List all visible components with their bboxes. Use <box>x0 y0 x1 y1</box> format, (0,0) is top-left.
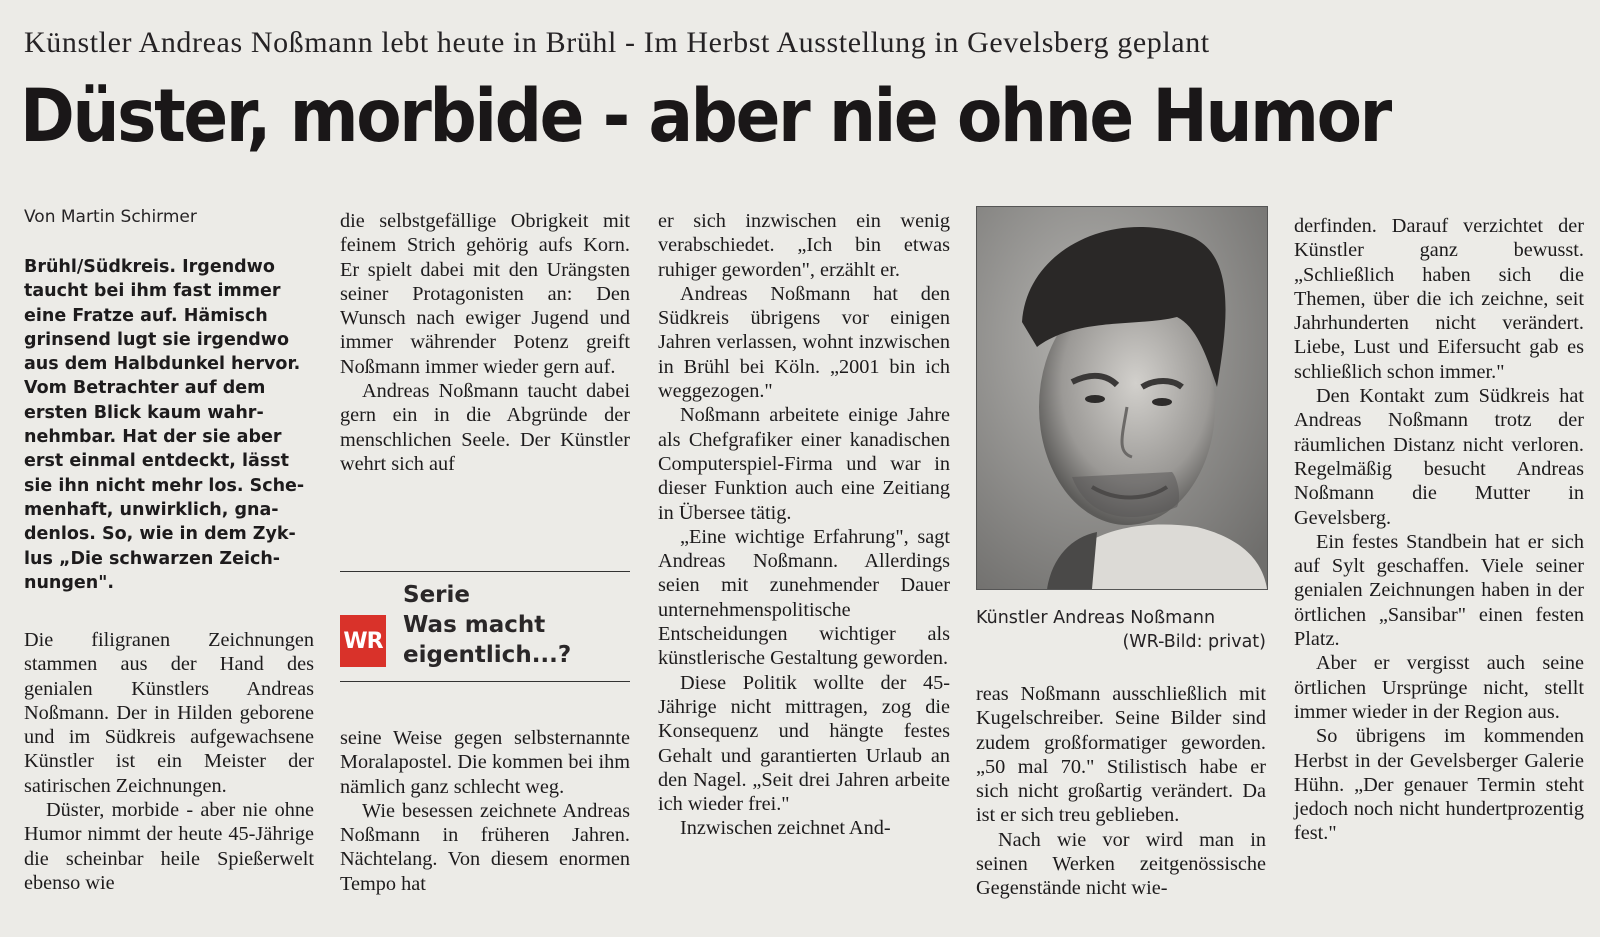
lead-line: sie ihn nicht mehr los. Sche- <box>24 475 305 496</box>
lead-line: Brühl/Südkreis. Irgendwo <box>24 257 275 277</box>
paragraph: Noßmann arbeitete einige Jahre als Chefgrafiker einer kanadischen Computerspiel-Firma und war in dieser Funktion auch eine Zeitiang in Übersee tätig. <box>658 404 950 524</box>
paragraph: Ein festes Standbein hat er sich auf Sylt geschaffen. Viele seiner genialen Zeichnungen haben in der örtlichen „Sansibar" einen festen Platz. <box>1294 530 1584 651</box>
paragraph: Andreas Noßmann hat den Südkreis übrigens vor einigen Jahren verlassen, wohnt inzwischen in Brühl bei Köln. „2001 bin ich weggezogen." <box>658 282 950 403</box>
paragraph: Andreas Noßmann taucht dabei gern ein in die Abgründe der menschlichen Seele. Der Künstler wehrt sich auf <box>340 380 630 475</box>
column-5-body <box>1294 214 1584 846</box>
paragraph: So übrigens im kommenden Herbst in der Gevelsberger Galerie Hühn. „Der genauer Termin steht jedoch noch nicht hundertprozentig fest." <box>1294 725 1584 845</box>
paragraph: Den Kontakt zum Südkreis hat Andreas Noßmann trotz der räumlichen Distanz nicht verloren. Regelmäßig besucht Andreas Noßmann die Mutter in Gevelsberg. <box>1294 385 1584 529</box>
paragraph: derfinden. Darauf verzichtet der Künstler ganz bewusst. „Schließlich haben sich die Themen, über die ich zeichne, seit Jahrhunderten nicht verändert. Liebe, Lust und Eifersucht gab es schließlich schon immer." <box>1294 215 1584 383</box>
series-line: Was macht <box>403 612 546 638</box>
lead-line: aus dem Halbdunkel hervor. <box>24 354 301 375</box>
column-2-top <box>340 209 630 476</box>
column-2-bottom <box>340 726 630 896</box>
lead-line: erst einmal entdeckt, lässt <box>24 451 290 472</box>
lead-line: ersten Blick kaum wahr- <box>24 402 264 423</box>
paragraph: er sich inzwischen ein wenig verabschiedet. „Ich bin etwas ruhiger geworden", erzählt er. <box>658 210 950 281</box>
photo-caption <box>976 606 1266 654</box>
lead-line: nungen". <box>24 572 114 593</box>
column-3-body <box>658 209 950 841</box>
paragraph: seine Weise gegen selbsternannte Moralapostel. Die kommen bei ihm nämlich ganz schlecht weg. <box>340 727 630 798</box>
caption-text: Künstler Andreas Noßmann <box>976 608 1216 628</box>
paragraph: Die filigranen Zeichnungen stammen aus der Hand des genialen Künstlers Andreas Noßmann. Der in Hilden geborene und im Südkreis aufgewachsene Künstler ist ein Meister der satirischen Zeichnungen. <box>24 629 314 797</box>
lead-line: grinsend lugt sie irgendwo <box>24 329 289 350</box>
lead-line: Vom Betrachter auf dem <box>24 378 266 399</box>
column-1-body <box>24 628 314 895</box>
portrait-image <box>977 207 1267 589</box>
paragraph: die selbstgefällige Obrigkeit mit feinem Strich gehörig aufs Korn. Er spielt dabei mit den Urängsten seiner Protagonisten an: Den Wunsch nach ewiger Jugend und immer währender Potenz greift Noßmann immer wieder gern auf. <box>340 210 630 378</box>
series-title: Serie <box>403 582 470 608</box>
lead-line: taucht bei ihm fast immer <box>24 281 281 302</box>
lead-line: denlos. So, wie in dem Zyk- <box>24 524 296 545</box>
artist-portrait-photo <box>976 206 1268 590</box>
lead-line: menhaft, unwirklich, gna- <box>24 499 279 520</box>
lead-line: lus „Die schwarzen Zeich- <box>24 548 281 569</box>
byline: Von Martin Schirmer <box>24 207 197 227</box>
series-bottom-rule <box>340 681 630 682</box>
paragraph: Düster, morbide - aber nie ohne Humor nimmt der heute 45-Jährige die scheinbar heile Spießerwelt ebenso wie <box>24 799 314 894</box>
lead-line: nehmbar. Hat der sie aber <box>24 427 282 448</box>
series-top-rule <box>340 571 630 572</box>
paragraph: Nach wie vor wird man in seinen Werken zeitgenössische Gegenstände nicht wie- <box>976 828 1266 900</box>
lead-paragraph <box>24 255 314 595</box>
series-line: eigentlich...? <box>403 642 572 668</box>
series-box <box>403 580 571 670</box>
paragraph: Diese Politik wollte der 45-Jährige nicht mittragen, zog die Konsequenz und hängte festes Gehalt und garantierten Urlaub an den Nagel. „Seit drei Jahren arbeite ich wieder frei." <box>658 671 950 816</box>
paragraph: Wie besessen zeichnete Andreas Noßmann in früheren Jahren. Nächtelang. Von diesem enormen Tempo hat <box>340 799 630 895</box>
paragraph: reas Noßmann ausschließlich mit Kugelschreiber. Seine Bilder sind zudem großformatiger geworden. „50 mal 70." Stilistisch habe er sich nicht großartig verändert. Da ist er sich treu geblieben. <box>976 683 1266 827</box>
kicker: Künstler Andreas Noßmann lebt heute in Brühl - Im Herbst Ausstellung in Gevelsberg geplant <box>24 26 1210 59</box>
paragraph: „Eine wichtige Erfahrung", sagt Andreas Noßmann. Allerdings seien mit zunehmender Dauer unternehmenspolitische Entscheidungen wichtiger als künstlerische Gestaltung geworden. <box>658 525 950 670</box>
wr-logo: WR <box>340 615 386 667</box>
column-4-body <box>976 682 1266 901</box>
headline: Düster, morbide - aber nie ohne Humor <box>20 74 1390 159</box>
paragraph: Inzwischen zeichnet And- <box>680 817 891 840</box>
paragraph: Aber er vergisst auch seine örtlichen Ursprünge nicht, stellt immer wieder in der Region aus. <box>1294 652 1584 723</box>
lead-line: eine Fratze auf. Hämisch <box>24 305 268 326</box>
photo-credit: (WR-Bild: privat) <box>1122 632 1266 652</box>
